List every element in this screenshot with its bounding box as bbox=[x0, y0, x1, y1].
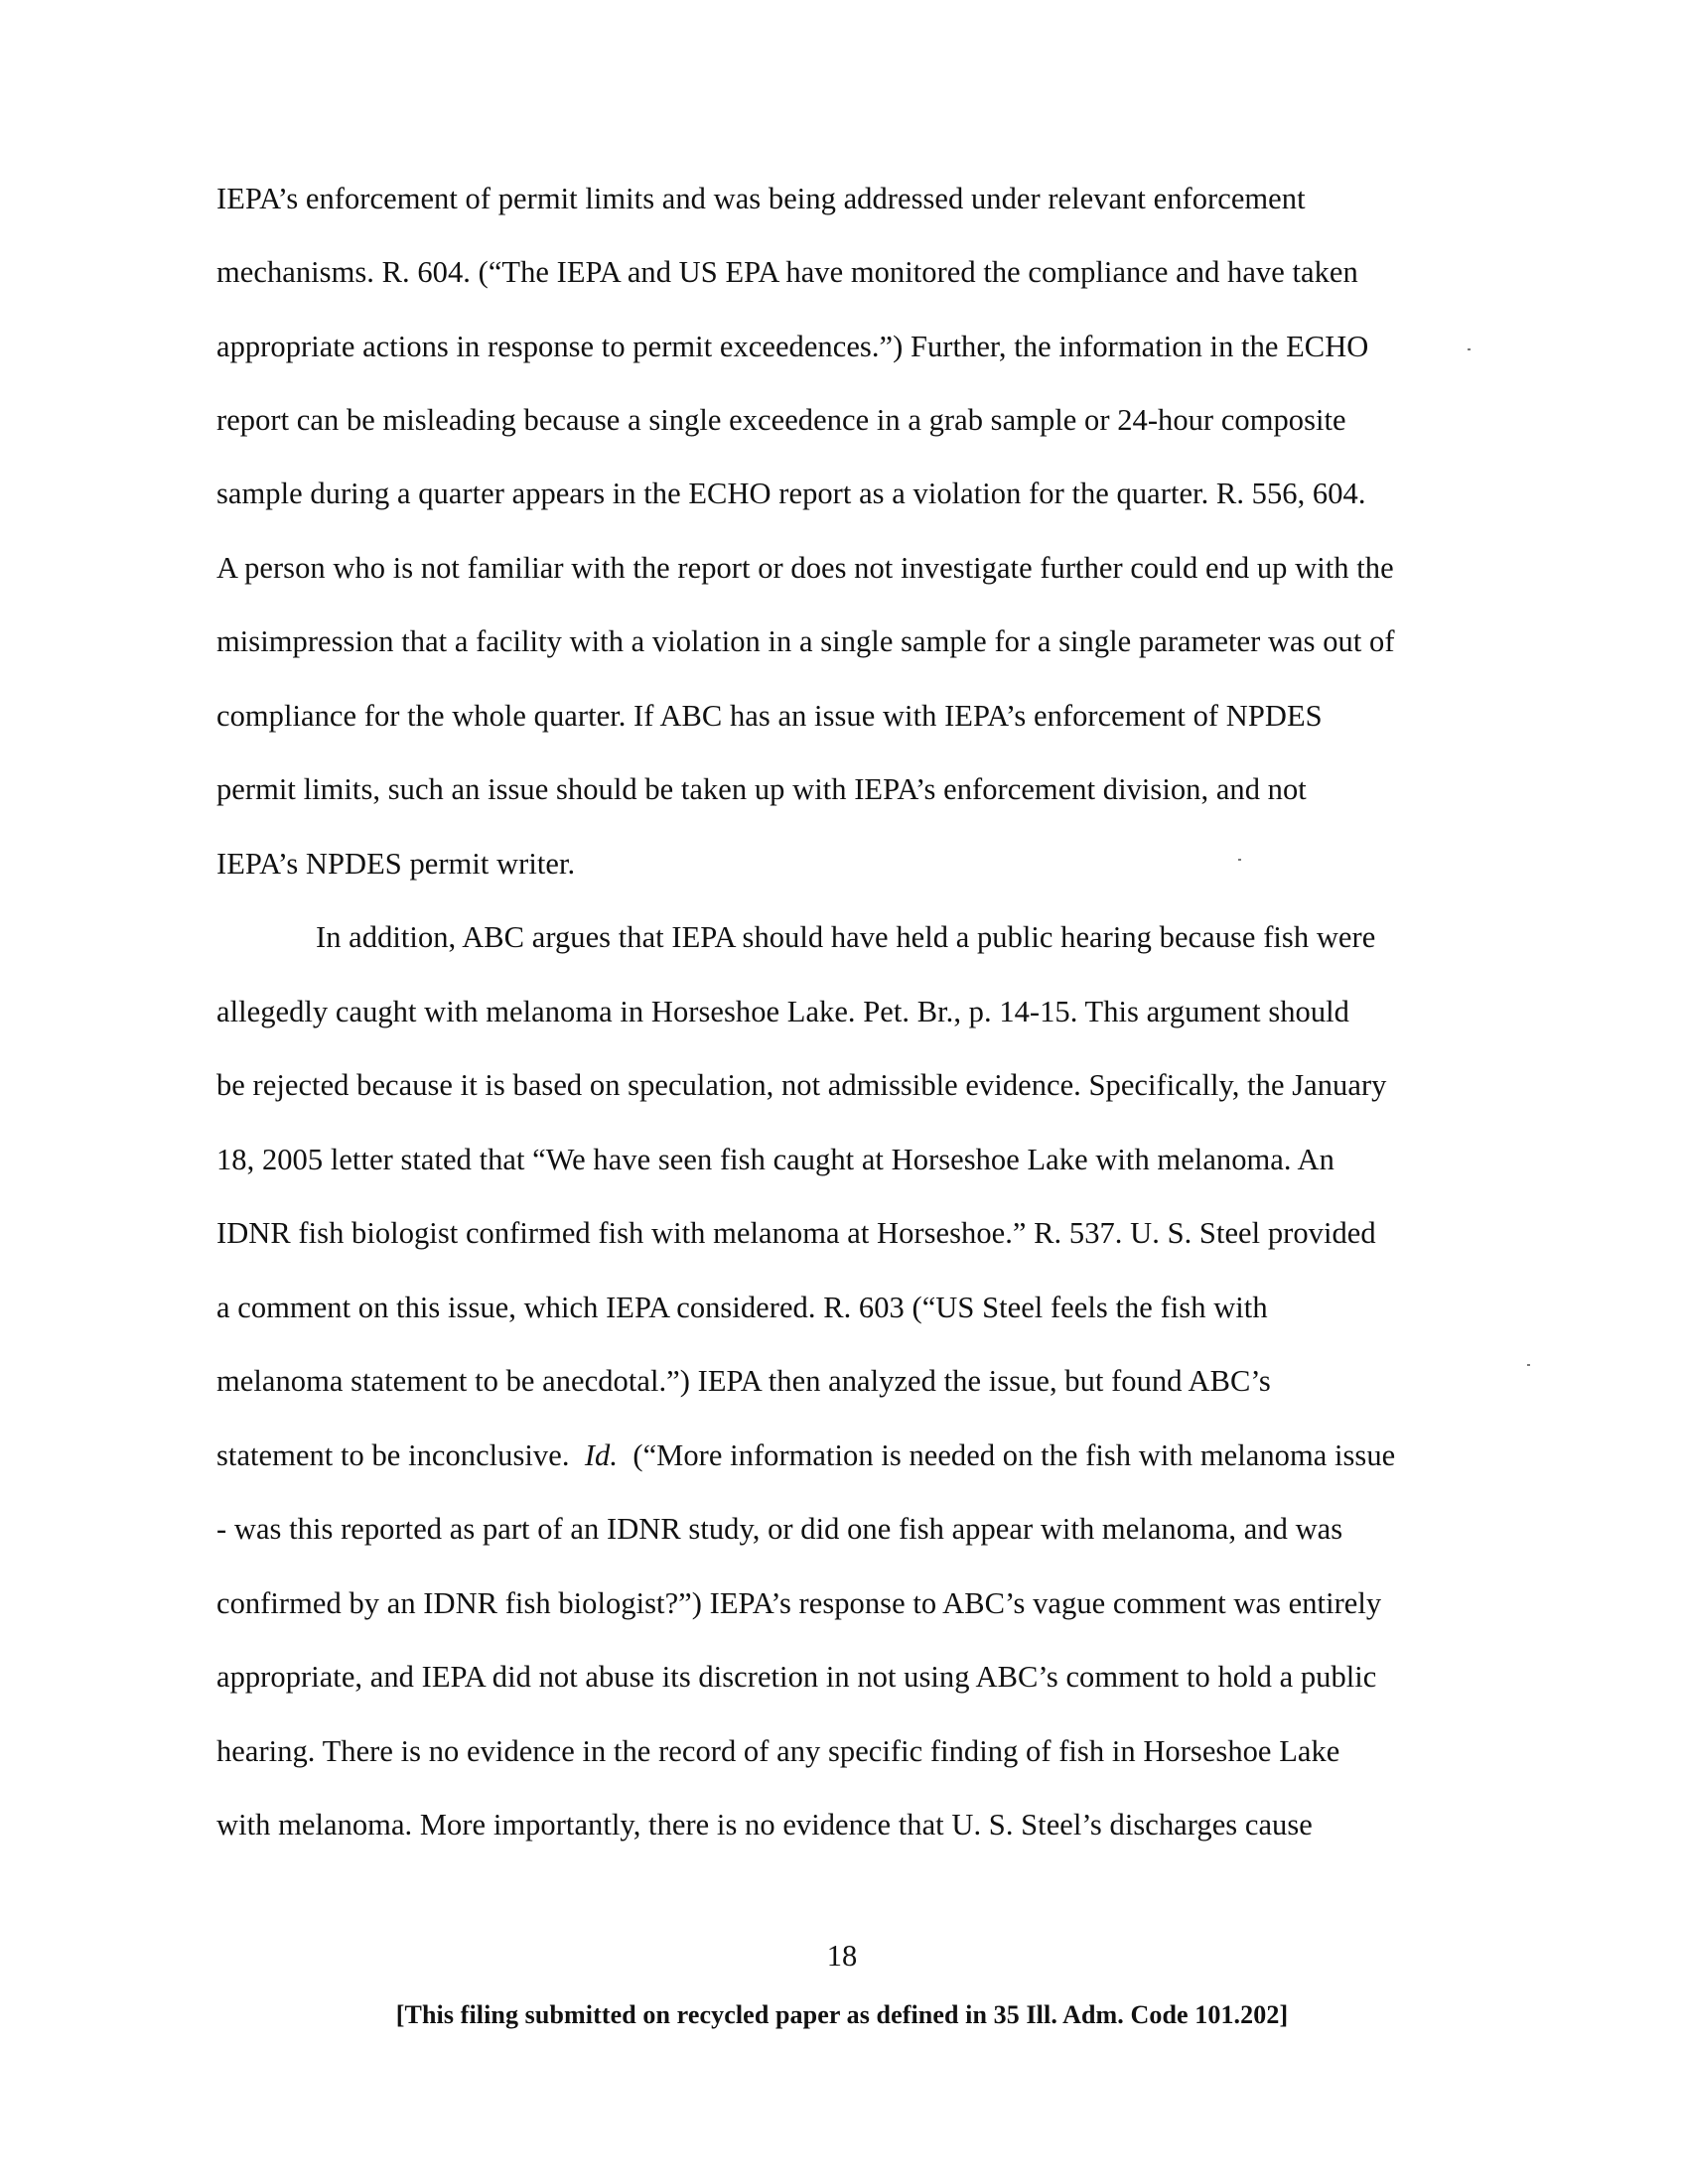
body-line: confirmed by an IDNR fish biologist?”) IEPA’s response to ABC’s vague comment was entirely bbox=[216, 1586, 1382, 1620]
body-line: IDNR fish biologist confirmed fish with melanoma at Horseshoe.” R. 537. U. S. Steel provided bbox=[216, 1216, 1376, 1250]
body-line: IEPA’s NPDES permit writer. bbox=[216, 847, 576, 881]
body-line: mechanisms. R. 604. (“The IEPA and US EPA have monitored the compliance and have taken bbox=[216, 255, 1358, 289]
body-line: permit limits, such an issue should be taken up with IEPA’s enforcement division, and not bbox=[216, 772, 1307, 806]
body-line: sample during a quarter appears in the ECHO report as a violation for the quarter. R. 556, 604. bbox=[216, 477, 1366, 510]
body-line: misimpression that a facility with a violation in a single sample for a single parameter was out of bbox=[216, 624, 1395, 658]
body-line: report can be misleading because a single exceedence in a grab sample or 24-hour composite bbox=[216, 403, 1346, 437]
scan-speck bbox=[1238, 859, 1241, 861]
recycled-paper-footer: [This filing submitted on recycled paper as defined in 35 Ill. Adm. Code 101.202] bbox=[395, 2000, 1289, 2029]
body-line: compliance for the whole quarter. If ABC has an issue with IEPA’s enforcement of NPDES bbox=[216, 699, 1323, 733]
body-line: appropriate, and IEPA did not abuse its discretion in not using ABC’s comment to hold a public bbox=[216, 1660, 1377, 1694]
body-line: melanoma statement to be anecdotal.”) IEPA then analyzed the issue, but found ABC’s bbox=[216, 1364, 1271, 1398]
scan-speck bbox=[1468, 348, 1471, 350]
body-line: a comment on this issue, which IEPA considered. R. 603 (“US Steel feels the fish with bbox=[216, 1291, 1268, 1324]
id-citation: Id. bbox=[584, 1438, 619, 1472]
body-line: appropriate actions in response to permit exceedences.”) Further, the information in the ECHO bbox=[216, 330, 1369, 363]
body-line: - was this reported as part of an IDNR study, or did one fish appear with melanoma, and was bbox=[216, 1512, 1343, 1546]
paragraph-first-line: In addition, ABC argues that IEPA should have held a public hearing because fish were bbox=[316, 920, 1376, 954]
scan-speck bbox=[1527, 1364, 1530, 1366]
body-line: be rejected because it is based on speculation, not admissible evidence. Specifically, the January bbox=[216, 1068, 1387, 1102]
body-line: IEPA’s enforcement of permit limits and was being addressed under relevant enforcement bbox=[216, 182, 1306, 215]
body-line: 18, 2005 letter stated that “We have seen fish caught at Horseshoe Lake with melanoma. An bbox=[216, 1143, 1334, 1176]
page-number: 18 bbox=[826, 1939, 858, 1973]
body-line: hearing. There is no evidence in the record of any specific finding of fish in Horseshoe Lake bbox=[216, 1734, 1340, 1768]
body-line: A person who is not familiar with the report or does not investigate further could end up with the bbox=[216, 551, 1394, 585]
body-line: with melanoma. More importantly, there is no evidence that U. S. Steel’s discharges cause bbox=[216, 1808, 1313, 1842]
body-line-with-citation bbox=[216, 1437, 1395, 1473]
body-line: allegedly caught with melanoma in Horseshoe Lake. Pet. Br., p. 14-15. This argument should bbox=[216, 995, 1349, 1028]
line-text: (“More information is needed on the fish with melanoma issue bbox=[618, 1438, 1396, 1472]
line-text: statement to be inconclusive. bbox=[216, 1438, 585, 1472]
